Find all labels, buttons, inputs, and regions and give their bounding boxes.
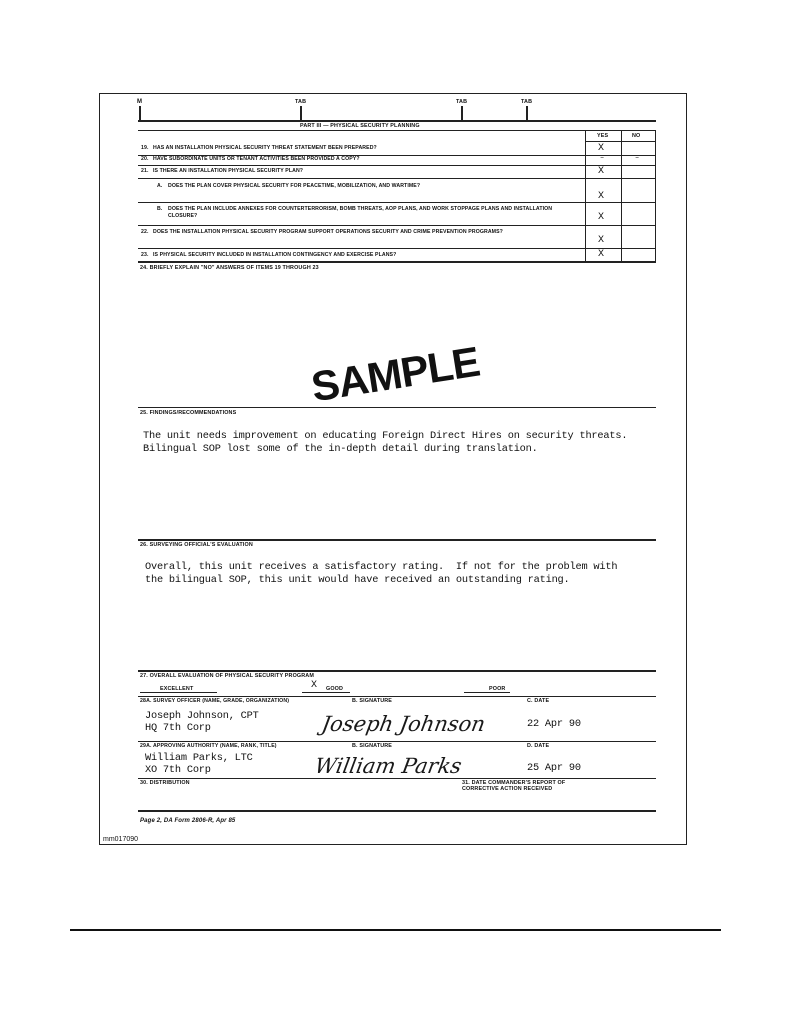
survey-officer-label: 28A. SURVEY OFFICER (NAME, GRADE, ORGANIZATION) xyxy=(140,698,290,704)
part-header-bottom-line xyxy=(138,130,656,131)
question-21-number: 21. xyxy=(141,168,149,174)
approving-authority-signature: William Parks xyxy=(312,754,464,778)
question-21-yes-mark: X xyxy=(598,166,605,177)
question-20-no-mark: – xyxy=(635,154,640,162)
tab-tick-1 xyxy=(300,106,302,120)
question-19-yes-mark: X xyxy=(598,143,605,154)
question-20-number: 20. xyxy=(141,156,149,162)
question-19-text: HAS AN INSTALLATION PHYSICAL SECURITY THREAT STATEMENT BEEN PREPARED? xyxy=(153,145,377,151)
question-23-number: 23. xyxy=(141,252,149,258)
survey-date-label: C. DATE xyxy=(527,698,550,704)
item-31-bottom-line xyxy=(138,810,656,812)
row-line-21b xyxy=(138,225,655,226)
approving-authority-name: William Parks, LTC XO 7th Corp xyxy=(145,752,253,776)
excellent-blank xyxy=(140,692,217,693)
image-id: mm017090 xyxy=(103,836,139,843)
question-22-number: 22. xyxy=(141,229,149,235)
row-line-20 xyxy=(138,165,655,166)
good-option: GOOD xyxy=(326,686,344,692)
approving-authority-label: 29A. APPROVING AUTHORITY (NAME, RANK, TITLE) xyxy=(140,743,277,749)
approving-date-label: D. DATE xyxy=(527,743,550,749)
item-26-label: 26. SURVEYING OFFICIAL'S EVALUATION xyxy=(140,542,253,548)
tab-tick-left xyxy=(139,106,141,120)
item-27-label: 27. OVERALL EVALUATION OF PHYSICAL SECURITY PROGRAM xyxy=(140,673,314,679)
question-21b-number: B. xyxy=(157,206,163,212)
survey-signature-label: B. SIGNATURE xyxy=(352,698,393,704)
column-header-line xyxy=(585,141,655,142)
survey-officer-name: Joseph Johnson, CPT HQ 7th Corp xyxy=(145,710,259,734)
no-column-right-border xyxy=(655,130,656,262)
evaluation-text: Overall, this unit receives a satisfactory rating. If not for the problem with the bilingual SOP, this unit would have received an outstanding rating. xyxy=(145,561,618,586)
tab-tick-2 xyxy=(461,106,463,120)
poor-blank xyxy=(464,692,510,693)
question-21a-number: A. xyxy=(157,183,163,189)
poor-option: POOR xyxy=(489,686,506,692)
survey-date: 22 Apr 90 xyxy=(527,718,581,730)
yes-no-divider xyxy=(621,130,622,262)
question-21b-yes-mark: X xyxy=(598,212,605,223)
page-footer-line xyxy=(70,929,721,931)
yes-column-left-border xyxy=(585,130,586,262)
good-blank xyxy=(302,692,350,693)
question-21-text: IS THERE AN INSTALLATION PHYSICAL SECURITY PLAN? xyxy=(153,168,304,174)
part-title: PART III — PHYSICAL SECURITY PLANNING xyxy=(300,123,420,129)
tab-marker-2: TAB xyxy=(456,99,468,105)
question-22-text: DOES THE INSTALLATION PHYSICAL SECURITY PROGRAM SUPPORT OPERATIONS SECURITY AND CRIME PREVENTION PROGRAMS? xyxy=(153,229,503,235)
question-20-text: HAVE SUBORDINATE UNITS OR TENANT ACTIVITIES BEEN PROVIDED A COPY? xyxy=(153,156,360,162)
distribution-label: 30. DISTRIBUTION xyxy=(140,780,190,786)
commander-report-label: 31. DATE COMMANDER'S REPORT OF CORRECTIVE ACTION RECEIVED xyxy=(462,780,566,792)
question-21b-text: DOES THE PLAN INCLUDE ANNEXES FOR COUNTERTERRORISM, BOMB THREATS, AOP PLANS, AND WORK STOPPAGE PLANS AND INSTALLATION CLOSURE? xyxy=(168,206,553,219)
excellent-option: EXCELLENT xyxy=(160,686,194,692)
item-24-label: 24. BRIEFLY EXPLAIN "NO" ANSWERS OF ITEMS 19 THROUGH 23 xyxy=(140,265,319,271)
row-line-21a xyxy=(138,202,655,203)
question-23-yes-mark: X xyxy=(598,249,605,260)
survey-officer-signature: Joseph Johnson xyxy=(319,712,488,736)
tab-marker-3: TAB xyxy=(521,99,533,105)
question-21a-text: DOES THE PLAN COVER PHYSICAL SECURITY FOR PEACETIME, MOBILIZATION, AND WARTIME? xyxy=(168,183,421,189)
item-25-label: 25. FINDINGS/RECOMMENDATIONS xyxy=(140,410,237,416)
form-footer: Page 2, DA Form 2806-R, Apr 85 xyxy=(140,818,236,824)
row-line-23 xyxy=(138,261,656,263)
row-line-21 xyxy=(138,178,655,179)
question-21a-yes-mark: X xyxy=(598,191,605,202)
approving-date: 25 Apr 90 xyxy=(527,762,581,774)
no-column-header: NO xyxy=(632,133,641,139)
row-line-22 xyxy=(138,248,655,249)
sample-watermark: SAMPLE xyxy=(308,337,483,411)
tab-marker-left: M xyxy=(137,99,143,105)
question-19-number: 19. xyxy=(141,145,149,151)
yes-column-header: YES xyxy=(597,133,609,139)
question-23-text: IS PHYSICAL SECURITY INCLUDED IN INSTALLATION CONTINGENCY AND EXERCISE PLANS? xyxy=(153,252,397,258)
item-25-line xyxy=(138,407,656,408)
approving-signature-label: B. SIGNATURE xyxy=(352,743,393,749)
item-29-line xyxy=(138,741,656,742)
question-20-yes-mark: – xyxy=(600,154,605,162)
part-header-line xyxy=(138,120,656,122)
item-28-line xyxy=(138,696,656,697)
tab-tick-3 xyxy=(526,106,528,120)
item-30-line xyxy=(138,778,656,779)
findings-text: The unit needs improvement on educating Foreign Direct Hires on security threats. Bilingual SOP lost some of the in-depth detail during translation. xyxy=(143,430,628,455)
tab-marker-1: TAB xyxy=(295,99,307,105)
item-26-line xyxy=(138,539,656,541)
good-mark: X xyxy=(311,680,318,691)
item-27-line xyxy=(138,670,656,672)
question-22-yes-mark: X xyxy=(598,235,605,246)
